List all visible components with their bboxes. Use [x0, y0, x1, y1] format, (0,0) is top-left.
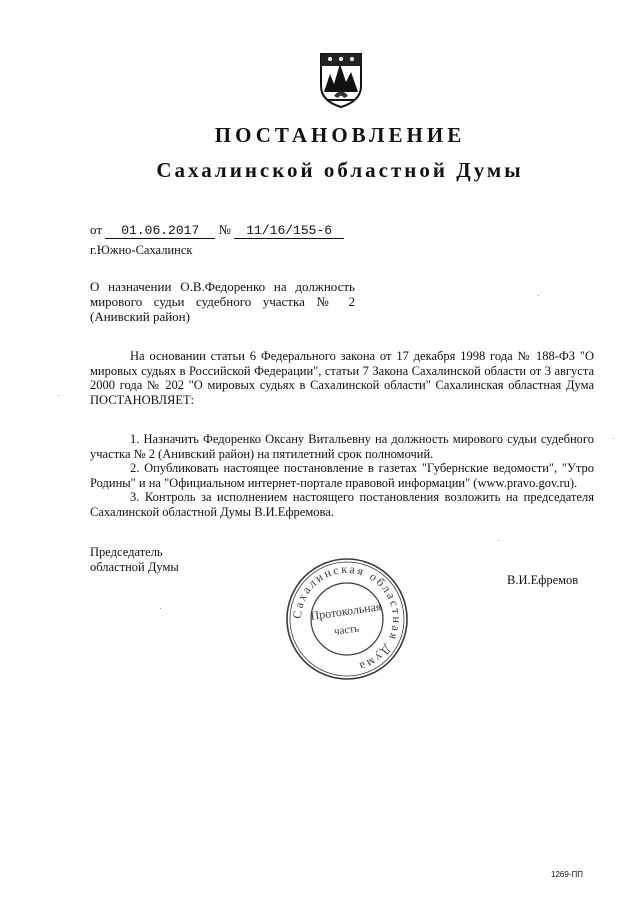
signer-title-line: областной Думы — [90, 559, 179, 574]
resolution-item: 3. Контроль за исполнением настоящего постановления возложить на председателя Сахалинской областной Думы В.И.Ефремова. — [90, 490, 594, 519]
subject-line: О назначении О.В.Федоренко на должность — [90, 279, 355, 294]
scan-speck — [160, 608, 161, 609]
scan-speck — [58, 395, 59, 396]
document-title: ПОСТАНОВЛЕНИЕ — [214, 123, 466, 147]
subject-line: (Анивский район) — [90, 309, 190, 324]
signer-position — [90, 545, 179, 574]
document-subtitle: Сахалинской областной Думы — [156, 158, 524, 182]
document-preamble — [90, 349, 594, 407]
document-date: 01.06.2017 — [105, 224, 215, 239]
resolution-item: 2. Опубликовать настоящее постановление в газетах "Губернские ведомости", "Утро Родины" и на "Официальном интернет-портале правовой информации" (www.pravo.gov.ru). — [90, 461, 594, 490]
document-number: 11/16/155-6 — [234, 224, 344, 239]
stamp-center-line: часть — [333, 622, 360, 638]
stamp-center-line: Протокольная — [309, 599, 383, 623]
signer-name: В.И.Ефремов — [507, 573, 579, 587]
document-city: г.Южно-Сахалинск — [90, 243, 193, 257]
footer-code: 1269-ПП — [551, 870, 583, 879]
from-label: от — [90, 222, 103, 237]
scan-speck — [613, 438, 614, 439]
stamp-ring-text: Сахалинская областная Дума — [289, 561, 405, 675]
number-label: № — [218, 222, 231, 237]
sakhalin-coat-of-arms-icon — [318, 52, 364, 108]
official-stamp — [283, 555, 411, 683]
signer-title-line: Председатель — [90, 545, 163, 559]
resolution-item: 1. Назначить Федоренко Оксану Витальевну на должность мирового судьи судебного участка № 2 (Анивский район) на пятилетний срок полномочий. — [90, 432, 594, 461]
preamble-paragraph: На основании статьи 6 Федерального закона от 17 декабря 1998 года № 188-ФЗ "О мировых судьях в Российской Федерации", статьи 7 Закона Сахалинской области от 3 августа 2000 года № 202 "О мировых судьях в Сахалинской области" Сахалинская областная Дума ПОСТАНОВЛЯЕТ: — [90, 349, 594, 407]
scan-speck — [538, 295, 539, 296]
resolution-items — [90, 432, 594, 519]
document-subject — [90, 279, 355, 324]
scan-speck — [498, 540, 499, 541]
subject-line: мирового судьи судебного участка № 2 — [90, 294, 355, 309]
document-meta-line — [90, 222, 390, 240]
